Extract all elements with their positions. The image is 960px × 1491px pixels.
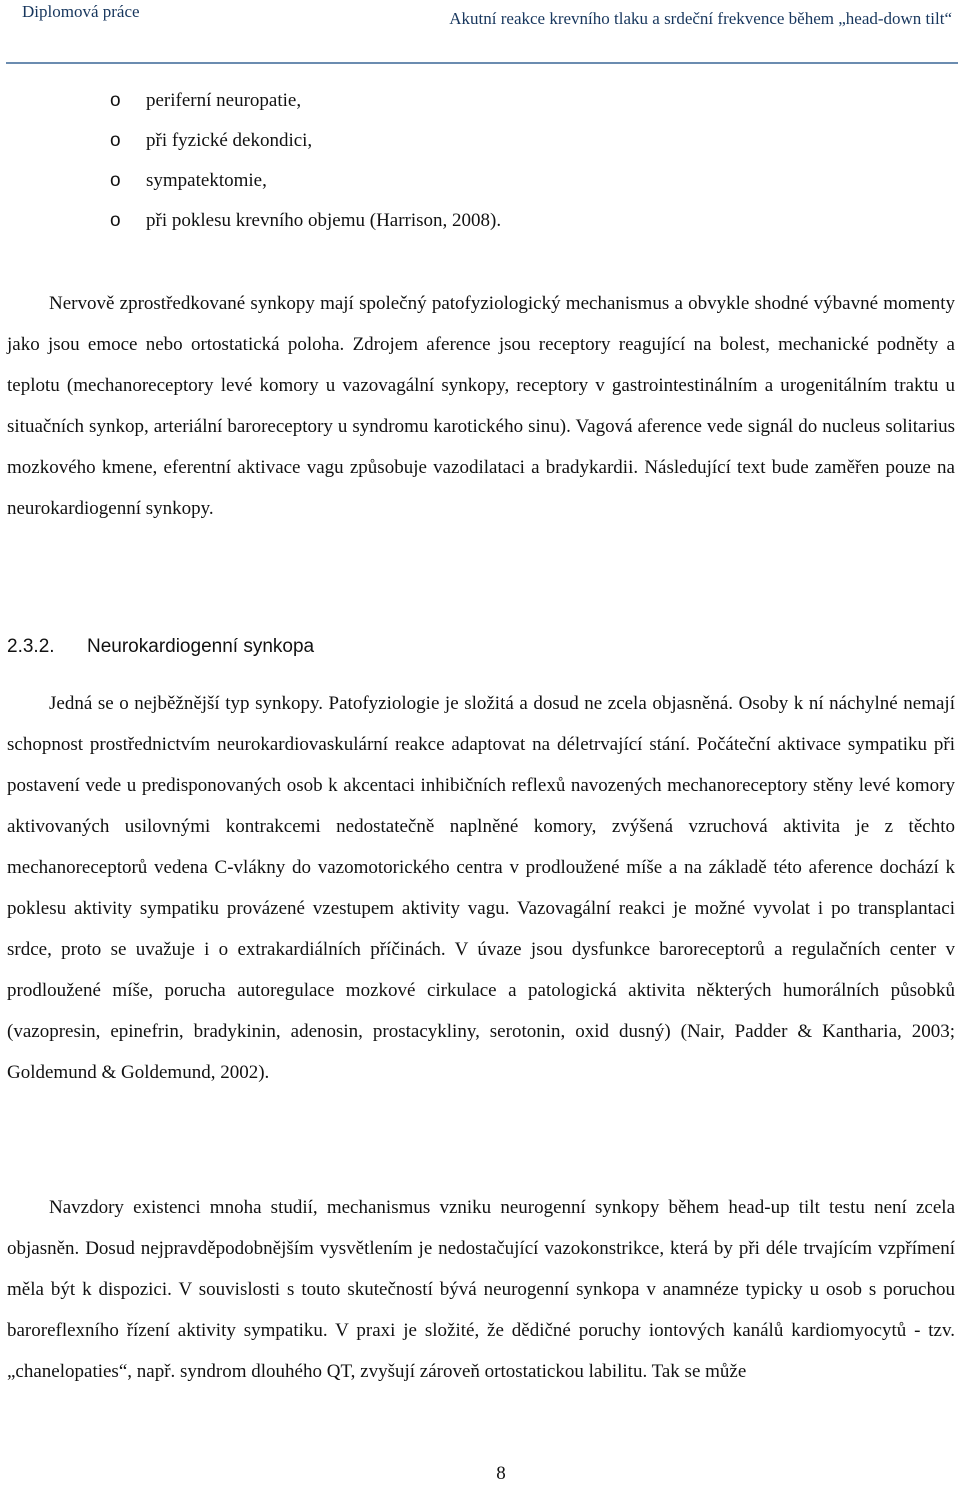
header-thesis-type: Diplomová práce bbox=[22, 2, 140, 21]
bullet-marker: o bbox=[110, 210, 121, 231]
bullet-marker: o bbox=[110, 170, 121, 191]
header-thesis-title: Akutní reakce krevního tlaku a srdeční frekvence během „head-down tilt“ bbox=[449, 9, 952, 28]
list-item-text: při fyzické dekondici, bbox=[146, 130, 313, 151]
bullet-marker: o bbox=[110, 130, 121, 151]
section-number: 2.3.2. bbox=[7, 636, 55, 657]
running-header bbox=[0, 0, 960, 64]
list-item-text: periferní neuropatie, bbox=[146, 90, 302, 111]
body-paragraph-head-up-tilt: Navzdory existenci mnoha studií, mechanismus vzniku neurogenní synkopy během head-up tilt testu není zcela objasněn. Dosud nejpravděpodobnějším vysvětlením je nedostačující vazokonstrikce, která by při déle trvajícím vzpřímení měla být k dispozici. V souvislosti s touto skutečností bývá neurogenní synkopa v anamnéze typicky u osob s poruchou baroreflexního řízení aktivity sympatiku. V praxi je složité, že dědičné poruchy iontových kanálů kardiomyocytů - tzv. „chanelopaties“, např. syndrom dlouhého QT, zvyšují zároveň ortostatickou labilitu. Tak se může bbox=[7, 1197, 955, 1382]
page-number: 8 bbox=[496, 1463, 506, 1484]
section-heading bbox=[7, 636, 314, 658]
section-title: Neurokardiogenní synkopa bbox=[87, 636, 315, 657]
list-item-text: sympatektomie, bbox=[146, 170, 267, 191]
body-paragraph-neurokardiogenni: Jedná se o nejběžnější typ synkopy. Patofyziologie je složitá a dosud ne zcela objasněná. Osoby k ní náchylné nemají schopnost prostřednictvím neurokardiovaskulární reakce adaptovat na déletrvající stání. Počáteční aktivace sympatiku při postavení vede u predisponovaných osob k akcentaci inhibičních reflexů navozených mechanoreceptory stěny levé komory aktivovaných usilovnými kontrakcemi nedostatečně naplněné komory, zvýšená vzruchová aktivita je z těchto mechanoreceptorů vedena C-vlákny do vazomotorického centra v prodloužené míše a na základě této aference dochází k poklesu aktivity sympatiku provázené vzestupem aktivity vagu. Vazovagální reakci je možné vyvolat i po transplantaci srdce, proto se uvažuje i o extrakardiálních příčinách. V úvaze jsou dysfunkce baroreceptorů a regulačních center v prodloužené míše, porucha autoregulace mozkové cirkulace a patologická aktivita některých humorálních působků (vazopresin, epinefrin, bradykinin, adenosin, prostacykliny, serotonin, oxid dusný) (Nair, Padder & Kantharia, 2003; Goldemund & Goldemund, 2002). bbox=[7, 693, 955, 1083]
bullet-marker: o bbox=[110, 90, 121, 111]
header-divider bbox=[6, 62, 958, 64]
list-item-text: při poklesu krevního objemu (Harrison, 2008). bbox=[146, 210, 502, 231]
body-paragraph-synkopy-mechanism: Nervově zprostředkované synkopy mají společný patofyziologický mechanismus a obvykle shodné výbavné momenty jako jsou emoce nebo ortostatická poloha. Zdrojem aference jsou receptory reagující na bolest, mechanické podněty a teplotu (mechanoreceptory levé komory u vazovagální synkopy, receptory v gastrointestinálním a urogenitálním traktu u situačních synkop, arteriální baroreceptory u syndromu karotického sinu). Vagová aference vede signál do nucleus solitarius mozkového kmene, eferentní aktivace vagu způsobuje vazodilataci a bradykardii. Následující text bude zaměřen pouze na neurokardiogenní synkopy. bbox=[7, 293, 955, 519]
